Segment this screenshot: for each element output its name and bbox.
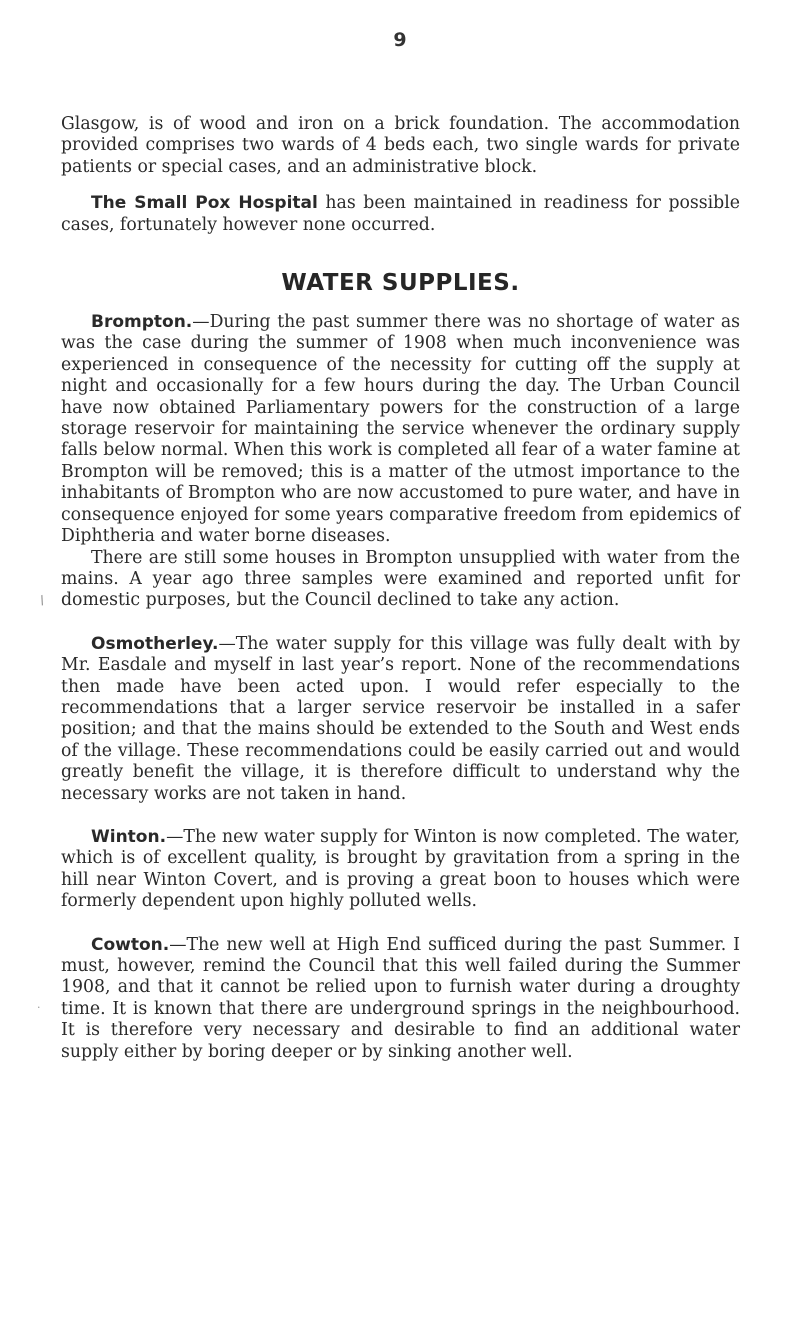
brompton-text: —During the past summer there was no shortage of water as was the case during the summer of 1908 when much inconvenience was experienced in consequence of the necessity for cutting off the supply at night and occasionally for a few hours during the day. The Urban Council have now obtained Parliamentary powers for the construction of a large storage reservoir for maintaining the service whenever the ordinary supply falls below normal. When this work is completed all fear of a water famine at Brompton will be removed; this is a matter of the utmost importance to the inhabitants of Brompton who are now accustomed to pure water, and have in consequence enjoyed for some years comparative freedom from epidemics of Diphtheria and water borne diseases. — [61, 312, 740, 547]
paragraph-small-pox — [61, 193, 740, 236]
run-heading-winton: Winton. — [91, 826, 167, 847]
paragraph-brompton-2: There are still some houses in Brompton unsupplied with water from the mains. A year ago three samples were examined and reported unfit for domestic purposes, but the Council declined to take any action. — [61, 547, 740, 611]
paragraph-glasgow: Glasgow, is of wood and iron on a brick foundation. The accommodation provided comprises two wards of 4 beds each, two single wards for private patients or special cases, and an administrative block. — [61, 114, 740, 177]
page-number: 9 — [393, 29, 407, 51]
page-body — [61, 114, 740, 1063]
margin-pencil-mark: / — [37, 592, 47, 608]
run-heading-osmotherley: Osmotherley. — [91, 633, 219, 654]
cowton-text: —The new well at High End sufficed during the past Summer. I must, however, remind the Council that this well failed during the Summer 1908, and that it cannot be relied upon to furnish water during a droughty time. It is known that there are underground springs in the neighbourhood. It is therefore very necessary and desirable to find an additional water supply either by boring deeper or by sinking another well. — [61, 934, 740, 1062]
paragraph-cowton — [61, 935, 740, 1063]
section-title: WATER SUPPLIES. — [281, 270, 520, 297]
paragraph-winton — [61, 827, 740, 913]
paragraph-brompton — [61, 312, 740, 547]
run-heading-cowton: Cowton. — [91, 934, 170, 955]
winton-text: —The new water supply for Winton is now completed. The water, which is of excellent quality, is brought by gravitation from a spring in the hill near Winton Covert, and is proving a great boon to houses which were formerly dependent upon highly polluted wells. — [61, 826, 740, 912]
paragraph-osmotherley — [61, 634, 740, 805]
osmotherley-text: —The water supply for this village was fully dealt with by Mr. Easdale and myself in last year’s report. None of the recommendations then made have been acted upon. I would refer especially to the recommendations that a larger service reservoir be installed in a safer position; and that the mains should be extended to the South and West ends of the village. These recommendations could be easily carried out and would greatly benefit the village, it is therefore difficult to understand why the necessary works are not taken in hand. — [61, 633, 740, 804]
run-heading-small-pox: The Small Pox Hospital — [91, 193, 318, 214]
small-pox-text: has been maintained in readiness for possible cases, fortunately however none occurred. — [61, 193, 740, 235]
run-heading-brompton: Brompton. — [91, 312, 193, 333]
margin-tick-mark: · — [37, 1001, 41, 1014]
